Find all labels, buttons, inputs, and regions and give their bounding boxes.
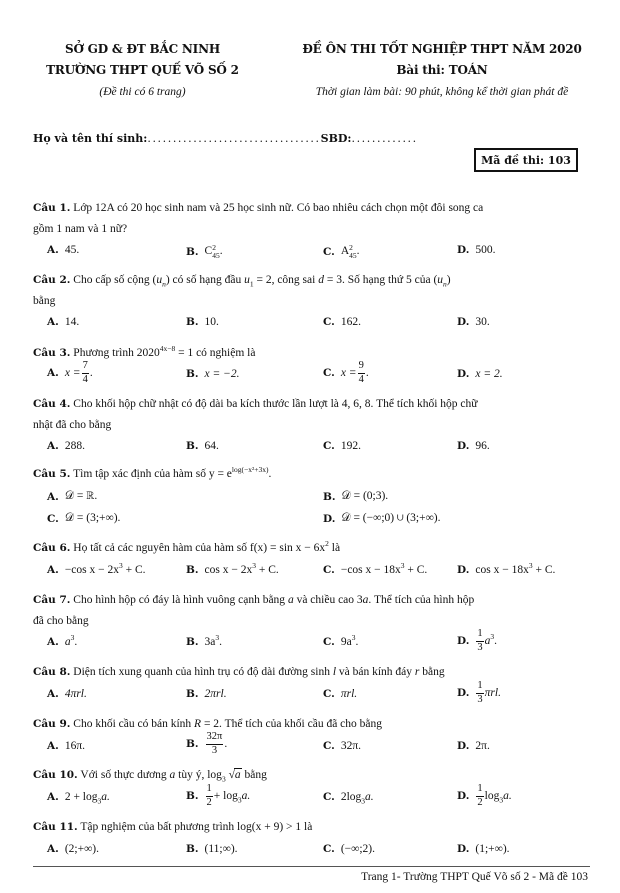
q8-option-d[interactable]: D. $\frac{1}{3}$ πrl. — [457, 680, 501, 705]
q2-option-b[interactable]: B. 10. — [186, 316, 219, 328]
question-label: Câu 2. — [33, 274, 71, 286]
department-name: SỞ GD & ĐT BẮC NINH — [64, 42, 220, 56]
q11-option-c[interactable]: C. (−∞;2). — [323, 843, 375, 855]
q1-option-d[interactable]: D. 500. — [457, 244, 496, 256]
q2-option-c[interactable]: C. 162. — [323, 316, 361, 328]
question-label: Câu 8. — [33, 666, 71, 678]
q9-option-d[interactable]: D. 2π. — [457, 740, 490, 752]
q4-option-a[interactable]: A. 288. — [47, 440, 85, 452]
q9-option-b[interactable]: B. $\frac{32\pi}{3}$ . — [186, 731, 228, 756]
q1-option-c[interactable]: C. A 2 45 . — [323, 243, 360, 260]
q1-option-b[interactable]: B. C 2 45 . — [186, 243, 223, 260]
option-text: 2πrl. — [204, 688, 227, 700]
q10-option-d[interactable]: D. $\frac{1}{2}$ $\log_3a$. — [457, 783, 512, 808]
question-4-line2 — [33, 419, 111, 431]
question-label: Câu 10. — [33, 769, 78, 781]
q9-option-a[interactable]: A. 16π. — [47, 740, 85, 752]
q7-option-c[interactable]: C. $9a^3$. — [323, 633, 359, 648]
q5-option-c[interactable]: C. 𝒟 = (3;+∞). — [47, 512, 121, 525]
footer-divider — [33, 866, 590, 867]
exam-subject: Bài thi: TOÁN — [396, 63, 488, 77]
q6-option-b[interactable]: B. $\cos x - 2x^3 + C$. — [186, 561, 279, 576]
candidate-info-line — [33, 132, 418, 145]
option-text: 𝒟 = ℝ. — [64, 490, 98, 502]
q11-option-b[interactable]: B. (11;∞). — [186, 843, 238, 855]
option-text: 𝒟 = (3;+∞). — [64, 512, 121, 524]
option-text: −cos $x - 2x^3 + C$. — [64, 561, 146, 576]
q3-option-a[interactable]: A. x = $\frac{7}{4}$ . — [47, 360, 93, 385]
option-text: 64. — [204, 440, 219, 452]
option-text: x = 2. — [475, 368, 503, 380]
exam-duration: Thời gian làm bài: 90 phút, không kể thời gian phát đề — [315, 86, 569, 98]
question-label: Câu 11. — [33, 821, 78, 833]
question-4 — [33, 398, 477, 410]
question-5 — [33, 465, 272, 480]
option-text: 𝒟 = (−∞;0) ∪ (3;+∞). — [341, 512, 441, 524]
option-text: −cos $x - 18x^3 + C$. — [340, 561, 428, 576]
question-label: Câu 7. — [33, 594, 71, 606]
option-text: $9a^3$. — [340, 633, 359, 648]
fraction: $\frac{1}{3}$ — [477, 680, 483, 705]
q8-option-a[interactable]: A. 4πrl. — [47, 688, 87, 700]
question-text: Tập nghiệm của bất phương trình log(x + 9) > 1 là — [80, 821, 313, 833]
option-text: $\cos x - 18x^3 + C$. — [475, 561, 556, 576]
option-text: A 2 45 . — [340, 243, 360, 260]
option-text: 30. — [475, 316, 490, 328]
question-2-line2 — [33, 295, 55, 307]
option-text: C 2 45 . — [204, 243, 223, 260]
q6-option-d[interactable]: D. $\cos x - 18x^3 + C$. — [457, 561, 556, 576]
question-11 — [33, 821, 312, 833]
q8-option-b[interactable]: B. 2πrl. — [186, 688, 227, 700]
question-9 — [33, 718, 382, 730]
question-label: Câu 1. — [33, 202, 71, 214]
q4-option-b[interactable]: B. 64. — [186, 440, 219, 452]
q3-option-d[interactable]: D. x = 2. — [457, 368, 503, 380]
option-text: $\cos x - 2x^3 + C$. — [204, 561, 279, 576]
question-1-line2 — [33, 223, 127, 235]
option-text: 45. — [64, 244, 80, 256]
fraction: $\frac{9}{4}$ — [358, 360, 364, 385]
question-label: Câu 6. — [33, 542, 71, 554]
option-text: $2 + \log_3a$. — [64, 791, 110, 806]
q2-option-a[interactable]: A. 14. — [47, 316, 80, 328]
question-text: Phương trình $2020^{4x-8} = 1$ có nghiệm là — [73, 344, 256, 359]
q7-option-a[interactable]: A. $a^3$. — [47, 633, 78, 648]
question-text: Cho khối hộp chữ nhật có độ dài ba kích thước lần lượt là 4, 6, 8. Thể tích khối hộp chữ — [73, 398, 478, 410]
option-text: πrl. — [484, 687, 501, 699]
page-count-note: (Đề thi có 6 trang) — [99, 86, 186, 98]
fraction: $\frac{1}{2}$ — [206, 783, 212, 808]
q8-option-c[interactable]: C. πrl. — [323, 688, 358, 700]
question-7 — [33, 594, 474, 606]
fraction: $\frac{32\pi}{3}$ — [206, 731, 223, 756]
question-10 — [33, 769, 267, 784]
question-7-line2 — [33, 615, 89, 627]
option-text: 4πrl. — [64, 688, 87, 700]
question-text: Cho cấp số cộng $(u_n)$ có số hạng đầu $u_1 = 2$, công sai d = 3. Số hạng thứ 5 của $(u_n)$ — [73, 274, 451, 289]
q10-option-c[interactable]: C. $2\log_3a$. — [323, 791, 374, 806]
option-text: 𝒟 = (0;3). — [341, 490, 389, 502]
question-text: Họ tất cả các nguyên hàm của hàm số $f(x) = \sin x - 6x^2$ là — [73, 539, 341, 554]
option-text: + $\log_3a$. — [213, 790, 251, 805]
q3-option-b[interactable]: B. x = −2. — [186, 368, 240, 380]
q4-option-d[interactable]: D. 96. — [457, 440, 490, 452]
q4-option-c[interactable]: C. 192. — [323, 440, 361, 452]
question-label: Câu 4. — [33, 398, 71, 410]
question-1 — [33, 202, 483, 214]
option-text: (−∞;2). — [340, 843, 375, 855]
q11-option-d[interactable]: D. (1;+∞). — [457, 843, 510, 855]
q6-option-a[interactable]: A. −cos $x - 2x^3 + C$. — [47, 561, 146, 576]
question-text: nhật đã cho bằng — [33, 419, 112, 431]
option-text: 2π. — [475, 740, 490, 752]
exam-code-box — [474, 148, 578, 172]
option-text: $3a^3$. — [204, 633, 223, 648]
option-text: (1;+∞). — [475, 843, 510, 855]
q10-option-a[interactable]: A. $2 + \log_3a$. — [47, 791, 110, 806]
q3-option-c[interactable]: C. x = $\frac{9}{4}$ . — [323, 360, 369, 385]
q5-option-b[interactable]: B. 𝒟 = (0;3). — [323, 490, 389, 503]
option-text: x = −2. — [204, 368, 240, 380]
q7-option-b[interactable]: B. $3a^3$. — [186, 633, 223, 648]
option-text: 500. — [475, 244, 496, 256]
option-text: (11;∞). — [204, 843, 238, 855]
q2-option-d[interactable]: D. 30. — [457, 316, 490, 328]
q9-option-c[interactable]: C. 32π. — [323, 740, 362, 752]
q10-option-b[interactable]: B. $\frac{1}{2}$ + $\log_3a$. — [186, 783, 251, 808]
option-text: x = — [64, 367, 81, 379]
option-text: (2;+∞). — [64, 843, 99, 855]
option-text: 96. — [475, 440, 490, 452]
school-name: TRƯỜNG THPT QUẾ VÕ SỐ 2 — [46, 63, 239, 77]
q1-option-a[interactable]: A. 45. — [47, 244, 80, 256]
question-3 — [33, 344, 256, 359]
question-text: Lớp 12A có 20 học sinh nam và 25 học sinh nữ. Có bao nhiêu cách chọn một đôi song ca — [73, 202, 484, 214]
question-6 — [33, 539, 341, 554]
fraction: $\frac{1}{3}$ — [477, 628, 483, 653]
option-text: 32π. — [340, 740, 362, 752]
option-text: $2\log_3a$. — [340, 791, 374, 806]
option-text: 192. — [340, 440, 361, 452]
fraction: $\frac{1}{2}$ — [477, 783, 483, 808]
option-text: 10. — [204, 316, 219, 328]
option-text: x = — [340, 367, 357, 379]
question-label: Câu 5. — [33, 468, 71, 480]
sbd-label: SBD: — [320, 132, 352, 145]
option-text: $\log_3a$. — [484, 790, 512, 805]
option-text: 162. — [340, 316, 361, 328]
sbd-field[interactable]: ............. — [351, 132, 418, 145]
option-text: πrl. — [340, 688, 358, 700]
question-2 — [33, 274, 451, 289]
q6-option-c[interactable]: C. −cos $x - 18x^3 + C$. — [323, 561, 428, 576]
question-text: Với số thực dương a tùy ý, $\log_3 √a$ bằng — [80, 769, 267, 784]
exam-code: Mã đề thi: 103 — [481, 153, 571, 167]
q5-option-d[interactable]: D. 𝒟 = (−∞;0) ∪ (3;+∞). — [323, 512, 441, 525]
q5-option-a[interactable]: A. 𝒟 = ℝ. — [47, 490, 98, 503]
option-text: 288. — [64, 440, 85, 452]
option-text: $a^3$. — [484, 632, 498, 647]
exam-title: ĐỀ ÔN THI TỐT NGHIỆP THPT NĂM 2020 — [302, 42, 582, 56]
question-text: đã cho bằng — [33, 615, 89, 627]
q11-option-a[interactable]: A. (2;+∞). — [47, 843, 99, 855]
question-text: Cho khối cầu có bán kính R = 2. Thể tích của khối cầu đã cho bằng — [73, 718, 383, 730]
option-text: $a^3$. — [64, 633, 78, 648]
question-label: Câu 3. — [33, 347, 71, 359]
question-text: Tìm tập xác định của hàm số $y = e^{log(-x^2+3x)}$. — [73, 465, 272, 480]
question-text: Cho hình hộp có đáy là hình vuông cạnh bằng a và chiều cao 3a. Thể tích của hình hộp — [73, 594, 475, 606]
option-text: 16π. — [64, 740, 85, 752]
question-8 — [33, 666, 445, 678]
question-text: Diện tích xung quanh của hình trụ có độ dài đường sinh l và bán kính đáy r bằng — [73, 666, 445, 678]
q7-option-d[interactable]: D. $\frac{1}{3}$ $a^3$. — [457, 628, 498, 653]
question-text: gồm 1 nam và 1 nữ? — [33, 223, 128, 235]
question-text: bằng — [33, 295, 56, 307]
question-label: Câu 9. — [33, 718, 71, 730]
option-text: 14. — [64, 316, 80, 328]
page-footer: Trang 1- Trường THPT Quế Võ số 2 - Mã đề 103 — [361, 871, 588, 883]
fraction: $\frac{7}{4}$ — [82, 360, 88, 385]
candidate-name-label: Họ và tên thí sinh: — [33, 132, 148, 145]
candidate-name-field[interactable]: .................................. — [147, 132, 321, 145]
